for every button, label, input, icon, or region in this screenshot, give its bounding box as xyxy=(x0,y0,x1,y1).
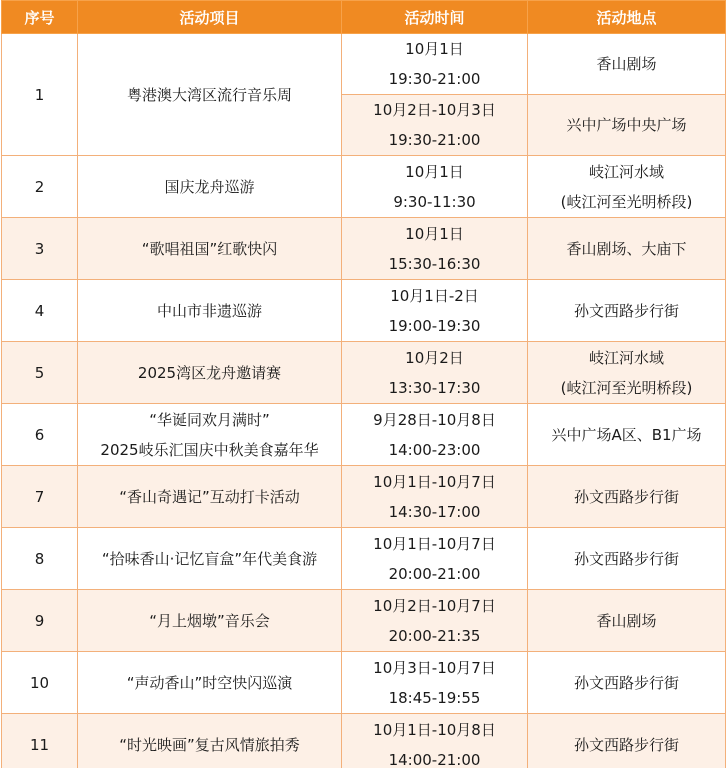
activity-location xyxy=(528,95,726,156)
row-number: 9 xyxy=(2,590,78,652)
activity-hours: 14:30-17:00 xyxy=(388,502,481,521)
activity-name-line: “歌唱祖国”红歌快闪 xyxy=(141,239,278,258)
activity-time xyxy=(342,342,528,404)
location-line: (岐江河至光明桥段) xyxy=(560,378,693,397)
table-row xyxy=(2,156,726,218)
activity-name xyxy=(78,280,342,342)
activity-date: 10月1日 xyxy=(405,40,464,58)
activity-name-line: 2025岐乐汇国庆中秋美食嘉年华 xyxy=(100,440,319,459)
location-line: 孙文西路步行街 xyxy=(573,487,679,506)
activity-name-line: 粤港澳大湾区流行音乐周 xyxy=(126,85,292,104)
activity-time xyxy=(342,218,528,280)
activity-name-line: “香山奇遇记”互动打卡活动 xyxy=(119,487,300,506)
activity-hours: 19:30-21:00 xyxy=(388,70,481,88)
location-line: 香山剧场、大庙下 xyxy=(566,239,687,258)
activity-location xyxy=(528,404,726,466)
table-row xyxy=(2,34,726,95)
activity-date: 10月1日-10月7日 xyxy=(373,472,496,491)
table-row xyxy=(2,280,726,342)
activity-hours: 19:30-21:00 xyxy=(388,131,481,149)
location-line: 孙文西路步行街 xyxy=(573,735,679,754)
table-row xyxy=(2,218,726,280)
activity-location xyxy=(528,466,726,528)
activity-date: 10月2日 xyxy=(405,348,464,367)
activity-name xyxy=(78,34,342,156)
activity-hours: 20:00-21:00 xyxy=(388,564,481,583)
activity-name xyxy=(78,590,342,652)
activity-name-line: 2025湾区龙舟邀请赛 xyxy=(137,363,282,382)
table-row xyxy=(2,342,726,404)
header-location: 活动地点 xyxy=(528,1,726,34)
row-number: 5 xyxy=(2,342,78,404)
location-line: 岐江河水域 xyxy=(588,348,664,367)
row-number: 6 xyxy=(2,404,78,466)
table-row xyxy=(2,590,726,652)
activity-date: 10月1日 xyxy=(405,224,464,243)
row-number: 4 xyxy=(2,280,78,342)
header-number: 序号 xyxy=(2,1,78,34)
activity-date: 10月2日-10月7日 xyxy=(373,596,496,615)
location-line: (岐江河至光明桥段) xyxy=(560,192,693,211)
row-number: 11 xyxy=(2,714,78,768)
activity-time xyxy=(342,34,528,95)
location-line: 香山剧场 xyxy=(596,611,657,630)
activity-hours: 19:00-19:30 xyxy=(388,316,481,335)
location-line: 兴中广场中央广场 xyxy=(566,116,687,134)
activity-name-line: 中山市非遗巡游 xyxy=(156,301,262,320)
activity-name-line: “拾味香山·记忆盲盒”年代美食游 xyxy=(101,549,318,568)
activity-date: 10月2日-10月3日 xyxy=(373,101,496,119)
activity-time xyxy=(342,714,528,768)
activity-hours: 14:00-23:00 xyxy=(388,440,481,459)
activity-location xyxy=(528,34,726,95)
table-row xyxy=(2,404,726,466)
row-number: 3 xyxy=(2,218,78,280)
activity-time xyxy=(342,404,528,466)
activity-time xyxy=(342,466,528,528)
activity-name-line: “华诞同欢月满时” xyxy=(149,410,270,429)
location-line: 香山剧场 xyxy=(596,55,657,73)
location-line: 孙文西路步行街 xyxy=(573,301,679,320)
activity-location xyxy=(528,590,726,652)
activity-time xyxy=(342,156,528,218)
activity-hours: 15:30-16:30 xyxy=(388,254,481,273)
table-row xyxy=(2,652,726,714)
location-line: 兴中广场A区、B1广场 xyxy=(551,425,702,444)
activity-time xyxy=(342,280,528,342)
activity-hours: 18:45-19:55 xyxy=(388,688,481,707)
location-line: 孙文西路步行街 xyxy=(573,549,679,568)
table-header-row xyxy=(2,1,726,34)
activity-date: 10月3日-10月7日 xyxy=(373,658,496,677)
activity-hours: 13:30-17:30 xyxy=(388,378,481,397)
activity-name xyxy=(78,404,342,466)
activity-name-line: “声动香山”时空快闪巡演 xyxy=(126,673,293,692)
row-number: 1 xyxy=(2,34,78,156)
activity-date: 10月1日-10月7日 xyxy=(373,534,496,553)
activity-hours: 20:00-21:35 xyxy=(388,626,481,645)
activity-date: 9月28日-10月8日 xyxy=(373,410,496,429)
row-number: 8 xyxy=(2,528,78,590)
activity-name xyxy=(78,466,342,528)
location-line: 孙文西路步行街 xyxy=(573,673,679,692)
activity-location xyxy=(528,156,726,218)
activity-time xyxy=(342,95,528,156)
activity-hours: 9:30-11:30 xyxy=(393,192,476,211)
row-number: 7 xyxy=(2,466,78,528)
activity-hours: 14:00-21:00 xyxy=(388,750,481,768)
header-activity: 活动项目 xyxy=(78,1,342,34)
location-line: 岐江河水域 xyxy=(588,162,664,181)
table-row xyxy=(2,714,726,768)
activity-date: 10月1日 xyxy=(405,162,464,181)
header-time: 活动时间 xyxy=(342,1,528,34)
activity-location xyxy=(528,342,726,404)
table-row xyxy=(2,528,726,590)
activity-location xyxy=(528,218,726,280)
activity-name-line: 国庆龙舟巡游 xyxy=(164,177,255,196)
activity-name xyxy=(78,528,342,590)
activity-location xyxy=(528,652,726,714)
activity-schedule-table xyxy=(1,0,726,768)
activity-time xyxy=(342,528,528,590)
activity-name-line: “月上烟墩”音乐会 xyxy=(149,611,270,630)
row-number: 10 xyxy=(2,652,78,714)
activity-name xyxy=(78,714,342,768)
row-number: 2 xyxy=(2,156,78,218)
activity-time xyxy=(342,590,528,652)
activity-date: 10月1日-10月8日 xyxy=(373,720,496,739)
activity-name xyxy=(78,652,342,714)
activity-date: 10月1日-2日 xyxy=(390,286,479,305)
activity-location xyxy=(528,528,726,590)
activity-name xyxy=(78,218,342,280)
table-row xyxy=(2,466,726,528)
activity-name-line: “时光映画”复古风情旅拍秀 xyxy=(119,735,300,754)
activity-name xyxy=(78,156,342,218)
activity-time xyxy=(342,652,528,714)
activity-location xyxy=(528,280,726,342)
activity-location xyxy=(528,714,726,768)
activity-name xyxy=(78,342,342,404)
